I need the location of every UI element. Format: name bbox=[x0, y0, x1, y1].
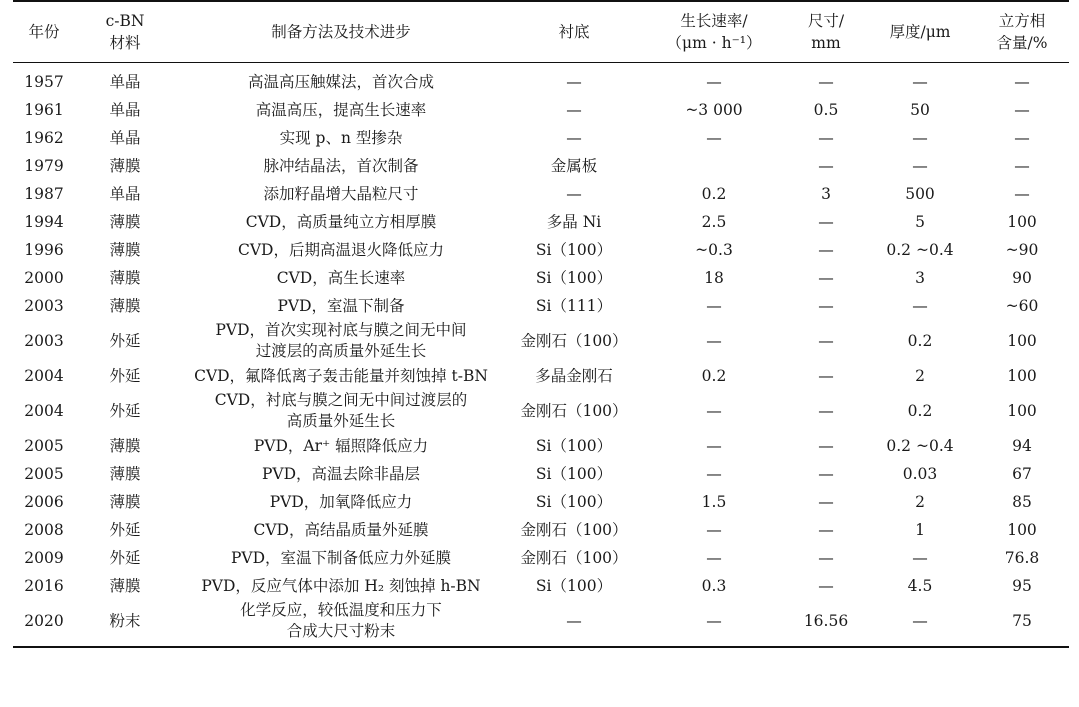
cell-year: 1957 bbox=[24, 72, 64, 91]
cell-method bbox=[175, 488, 507, 516]
header-cubic-content-line-2: 含量/% bbox=[996, 34, 1048, 52]
cell-substrate: 金刚石（100） bbox=[520, 401, 628, 420]
cell-cubic-content: 90 bbox=[1012, 268, 1032, 287]
header-growth-rate bbox=[641, 1, 787, 63]
cell-substrate: Si（100） bbox=[535, 268, 613, 287]
cell-year: 2005 bbox=[24, 464, 64, 483]
cell-method-line: 过渡层的高质量外延生长 bbox=[255, 342, 427, 360]
cell-size: — bbox=[818, 156, 834, 175]
cell-cubic-content: ~60 bbox=[1005, 296, 1039, 315]
cell-size: — bbox=[818, 576, 834, 595]
table-row bbox=[13, 236, 1069, 264]
cell-method bbox=[175, 544, 507, 572]
cell-size: — bbox=[818, 268, 834, 287]
cell-growth-rate: — bbox=[706, 401, 722, 420]
header-growth-rate-line-1: 生长速率/ bbox=[680, 12, 748, 30]
header-substrate bbox=[507, 1, 641, 63]
cell-growth-rate: — bbox=[706, 331, 722, 350]
cell-thickness: 0.2 ~0.4 bbox=[886, 436, 954, 455]
cell-size: 0.5 bbox=[813, 100, 839, 119]
cell-substrate: 金刚石（100） bbox=[520, 548, 628, 567]
cell-method bbox=[175, 320, 507, 362]
cell-method bbox=[175, 264, 507, 292]
cell-size: — bbox=[818, 72, 834, 91]
header-method-line: 制备方法及技术进步 bbox=[271, 23, 411, 41]
cell-substrate: Si（100） bbox=[535, 240, 613, 259]
cell-method bbox=[175, 292, 507, 320]
cell-thickness: — bbox=[912, 72, 928, 91]
cell-size: — bbox=[818, 128, 834, 147]
cell-year: 2005 bbox=[24, 436, 64, 455]
cell-method bbox=[175, 124, 507, 152]
cell-cubic-content: 100 bbox=[1007, 366, 1037, 385]
cell-size: — bbox=[818, 296, 834, 315]
cell-thickness: 3 bbox=[915, 268, 925, 287]
cell-size: — bbox=[818, 548, 834, 567]
cell-method-line: 高温高压，提高生长速率 bbox=[255, 100, 427, 119]
cell-year: 1979 bbox=[24, 156, 64, 175]
table-row bbox=[13, 516, 1069, 544]
cell-growth-rate: — bbox=[706, 520, 722, 539]
header-cubic-content bbox=[975, 1, 1069, 63]
cell-method-line: 化学反应，较低温度和压力下 bbox=[240, 601, 442, 619]
cell-substrate: 金刚石（100） bbox=[520, 520, 628, 539]
cell-method bbox=[175, 390, 507, 432]
cell-material: 外延 bbox=[109, 331, 141, 350]
cell-substrate: 金属板 bbox=[550, 156, 598, 175]
cell-method-line: 脉冲结晶法，首次制备 bbox=[263, 156, 419, 175]
header-method bbox=[175, 1, 507, 63]
header-material bbox=[75, 1, 175, 63]
cbn-table-container bbox=[13, 0, 1069, 648]
header-material-line-1: c-BN bbox=[105, 12, 145, 30]
cell-method-line: CVD，高生长速率 bbox=[276, 268, 406, 287]
cell-method bbox=[175, 460, 507, 488]
cell-growth-rate: 1.5 bbox=[701, 492, 727, 511]
cell-growth-rate: — bbox=[706, 72, 722, 91]
cell-cubic-content: 100 bbox=[1007, 331, 1037, 350]
cell-year: 1962 bbox=[24, 128, 64, 147]
cell-year: 2003 bbox=[24, 331, 64, 350]
cell-method bbox=[175, 180, 507, 208]
cell-year: 1961 bbox=[24, 100, 64, 119]
header-cubic-content-line-1: 立方相 bbox=[998, 12, 1046, 30]
cell-method-line: CVD，高结晶质量外延膜 bbox=[253, 520, 429, 539]
table-row bbox=[13, 432, 1069, 460]
cell-year: 1996 bbox=[24, 240, 64, 259]
cell-growth-rate: 0.2 bbox=[701, 366, 727, 385]
header-size-line-1: 尺寸/ bbox=[807, 12, 845, 30]
cell-method bbox=[175, 362, 507, 390]
cell-thickness: 500 bbox=[905, 184, 935, 203]
cell-method bbox=[175, 208, 507, 236]
cell-substrate: — bbox=[507, 600, 641, 647]
table-header-row bbox=[13, 1, 1069, 63]
cell-method bbox=[175, 516, 507, 544]
cell-substrate: Si（111） bbox=[535, 296, 613, 315]
cell-method bbox=[175, 236, 507, 264]
cell-cubic-content: 95 bbox=[1012, 576, 1032, 595]
cell-substrate: 多晶金刚石 bbox=[535, 366, 613, 385]
cell-year: 2000 bbox=[24, 268, 64, 287]
cell-year: 2020 bbox=[13, 600, 75, 647]
cell-thickness: 50 bbox=[910, 100, 930, 119]
cell-year: 2004 bbox=[24, 401, 64, 420]
cell-material: 单晶 bbox=[109, 100, 141, 119]
table-row bbox=[13, 544, 1069, 572]
cell-method-line: 实现 p、n 型掺杂 bbox=[279, 128, 403, 147]
cell-material: 外延 bbox=[109, 548, 141, 567]
cell-thickness: 2 bbox=[915, 366, 925, 385]
cell-method-line: CVD，高质量纯立方相厚膜 bbox=[245, 212, 437, 231]
header-thickness-line: 厚度/μm bbox=[889, 23, 951, 41]
cell-substrate: — bbox=[566, 72, 582, 91]
cell-cubic-content: — bbox=[1014, 128, 1030, 147]
cell-thickness: 0.2 bbox=[907, 331, 933, 350]
cell-growth-rate: 0.2 bbox=[701, 184, 727, 203]
cell-year: 2009 bbox=[24, 548, 64, 567]
cell-method bbox=[175, 96, 507, 124]
cell-method-line: CVD，后期高温退火降低应力 bbox=[238, 240, 444, 259]
cell-growth-rate bbox=[641, 152, 787, 180]
cell-year: 2004 bbox=[24, 366, 64, 385]
cell-substrate: 金刚石（100） bbox=[520, 331, 628, 350]
cell-growth-rate: — bbox=[706, 548, 722, 567]
cell-method-line: PVD，室温下制备低应力外延膜 bbox=[230, 548, 452, 567]
cell-year: 2006 bbox=[24, 492, 64, 511]
table-row bbox=[13, 180, 1069, 208]
cell-material: 外延 bbox=[109, 366, 141, 385]
table-row bbox=[13, 362, 1069, 390]
cell-thickness: 1 bbox=[915, 520, 925, 539]
table-row bbox=[13, 152, 1069, 180]
cell-method-line: 添加籽晶增大晶粒尺寸 bbox=[263, 184, 419, 203]
cell-method-line: PVD，首次实现衬底与膜之间无中间 bbox=[215, 321, 467, 339]
cell-method-line: CVD，氟降低离子轰击能量并刻蚀掉 t-BN bbox=[194, 366, 488, 385]
cell-material: 粉末 bbox=[75, 600, 175, 647]
cell-method-line: 高质量外延生长 bbox=[286, 412, 396, 430]
cell-cubic-content: — bbox=[1014, 72, 1030, 91]
cell-material: 薄膜 bbox=[109, 436, 141, 455]
cbn-preparation-table bbox=[13, 0, 1069, 648]
cell-substrate: Si（100） bbox=[535, 464, 613, 483]
cell-substrate: — bbox=[566, 128, 582, 147]
cell-material: 单晶 bbox=[109, 184, 141, 203]
cell-material: 薄膜 bbox=[109, 492, 141, 511]
cell-method bbox=[175, 432, 507, 460]
cell-growth-rate: — bbox=[706, 128, 722, 147]
cell-cubic-content: 100 bbox=[1007, 212, 1037, 231]
cell-size: — bbox=[818, 366, 834, 385]
header-material-line-2: 材料 bbox=[109, 34, 141, 52]
header-size bbox=[787, 1, 865, 63]
cell-method-line: PVD，加氧降低应力 bbox=[269, 492, 413, 511]
table-row bbox=[13, 96, 1069, 124]
header-substrate-line: 衬底 bbox=[558, 23, 590, 41]
cell-thickness: 2 bbox=[915, 492, 925, 511]
cell-thickness: — bbox=[912, 156, 928, 175]
cell-material: 薄膜 bbox=[109, 156, 141, 175]
cell-year: 2016 bbox=[24, 576, 64, 595]
cell-size: 16.56 bbox=[787, 600, 865, 647]
table-row bbox=[13, 488, 1069, 516]
cell-year: 2003 bbox=[24, 296, 64, 315]
cell-size: — bbox=[818, 520, 834, 539]
header-size-line-2: mm bbox=[811, 34, 841, 52]
cell-cubic-content: — bbox=[1014, 156, 1030, 175]
header-growth-rate-line-2: （μm · h⁻¹） bbox=[666, 34, 762, 52]
cell-size: — bbox=[818, 436, 834, 455]
cell-growth-rate: — bbox=[706, 296, 722, 315]
cell-cubic-content: 94 bbox=[1012, 436, 1032, 455]
cell-method bbox=[175, 63, 507, 97]
cell-size: 3 bbox=[821, 184, 831, 203]
cell-year: 1987 bbox=[24, 184, 64, 203]
table-row bbox=[13, 390, 1069, 432]
cell-size: — bbox=[818, 464, 834, 483]
cell-method-line: CVD，衬底与膜之间无中间过渡层的 bbox=[214, 391, 468, 409]
cell-substrate: Si（100） bbox=[535, 436, 613, 455]
cell-cubic-content: 100 bbox=[1007, 520, 1037, 539]
cell-thickness: — bbox=[912, 296, 928, 315]
cell-growth-rate: 18 bbox=[704, 268, 724, 287]
cell-thickness: 0.2 ~0.4 bbox=[886, 240, 954, 259]
cell-method-line: 高温高压触媒法，首次合成 bbox=[247, 72, 434, 91]
cell-cubic-content: — bbox=[1014, 100, 1030, 119]
table-row bbox=[13, 572, 1069, 600]
cell-method-line: PVD，高温去除非晶层 bbox=[261, 464, 421, 483]
cell-material: 单晶 bbox=[109, 72, 141, 91]
table-body bbox=[13, 63, 1069, 648]
cell-growth-rate: — bbox=[641, 600, 787, 647]
cell-year: 2008 bbox=[24, 520, 64, 539]
cell-method-line: PVD，Ar⁺ 辐照降低应力 bbox=[253, 436, 429, 455]
cell-method-line: PVD，室温下制备 bbox=[277, 296, 405, 315]
cell-cubic-content: 100 bbox=[1007, 401, 1037, 420]
header-year-line: 年份 bbox=[28, 23, 60, 41]
cell-thickness: 5 bbox=[915, 212, 925, 231]
table-row bbox=[13, 292, 1069, 320]
cell-cubic-content: ~90 bbox=[1005, 240, 1039, 259]
cell-material: 薄膜 bbox=[109, 240, 141, 259]
table-row bbox=[13, 63, 1069, 97]
header-year bbox=[13, 1, 75, 63]
cell-growth-rate: ~0.3 bbox=[695, 240, 733, 259]
cell-cubic-content: 76.8 bbox=[1004, 548, 1040, 567]
cell-substrate: Si（100） bbox=[535, 576, 613, 595]
cell-substrate: — bbox=[566, 100, 582, 119]
cell-growth-rate: — bbox=[706, 464, 722, 483]
cell-substrate: — bbox=[566, 184, 582, 203]
cell-size: — bbox=[818, 401, 834, 420]
table-row bbox=[13, 208, 1069, 236]
cell-method bbox=[175, 572, 507, 600]
cell-material: 薄膜 bbox=[109, 212, 141, 231]
cell-material: 薄膜 bbox=[109, 268, 141, 287]
cell-thickness: — bbox=[912, 128, 928, 147]
cell-substrate: Si（100） bbox=[535, 492, 613, 511]
cell-size: — bbox=[818, 331, 834, 350]
cell-method bbox=[175, 152, 507, 180]
cell-growth-rate: 0.3 bbox=[701, 576, 727, 595]
cell-growth-rate: — bbox=[706, 436, 722, 455]
cell-method-line: 合成大尺寸粉末 bbox=[286, 622, 396, 640]
header-thickness bbox=[865, 1, 975, 63]
cell-thickness: — bbox=[865, 600, 975, 647]
cell-thickness: 0.2 bbox=[907, 401, 933, 420]
cell-thickness: — bbox=[912, 548, 928, 567]
cell-material: 薄膜 bbox=[109, 296, 141, 315]
cell-material: 薄膜 bbox=[109, 576, 141, 595]
cell-cubic-content: 75 bbox=[975, 600, 1069, 647]
table-row bbox=[13, 264, 1069, 292]
cell-growth-rate: ~3 000 bbox=[685, 100, 743, 119]
cell-method bbox=[175, 600, 507, 647]
cell-material: 单晶 bbox=[109, 128, 141, 147]
cell-thickness: 0.03 bbox=[902, 464, 938, 483]
cell-cubic-content: 67 bbox=[1012, 464, 1032, 483]
cell-material: 薄膜 bbox=[109, 464, 141, 483]
table-row bbox=[13, 124, 1069, 152]
cell-size: — bbox=[818, 212, 834, 231]
table-row bbox=[13, 600, 1069, 647]
cell-method-line: PVD，反应气体中添加 H₂ 刻蚀掉 h-BN bbox=[201, 576, 481, 595]
cell-size: — bbox=[818, 240, 834, 259]
cell-thickness: 4.5 bbox=[907, 576, 933, 595]
cell-material: 外延 bbox=[109, 401, 141, 420]
cell-cubic-content: 85 bbox=[1012, 492, 1032, 511]
cell-size: — bbox=[818, 492, 834, 511]
cell-growth-rate: 2.5 bbox=[701, 212, 727, 231]
cell-cubic-content: — bbox=[1014, 184, 1030, 203]
cell-substrate: 多晶 Ni bbox=[546, 212, 602, 231]
table-row bbox=[13, 460, 1069, 488]
cell-year: 1994 bbox=[24, 212, 64, 231]
cell-material: 外延 bbox=[109, 520, 141, 539]
table-row bbox=[13, 320, 1069, 362]
